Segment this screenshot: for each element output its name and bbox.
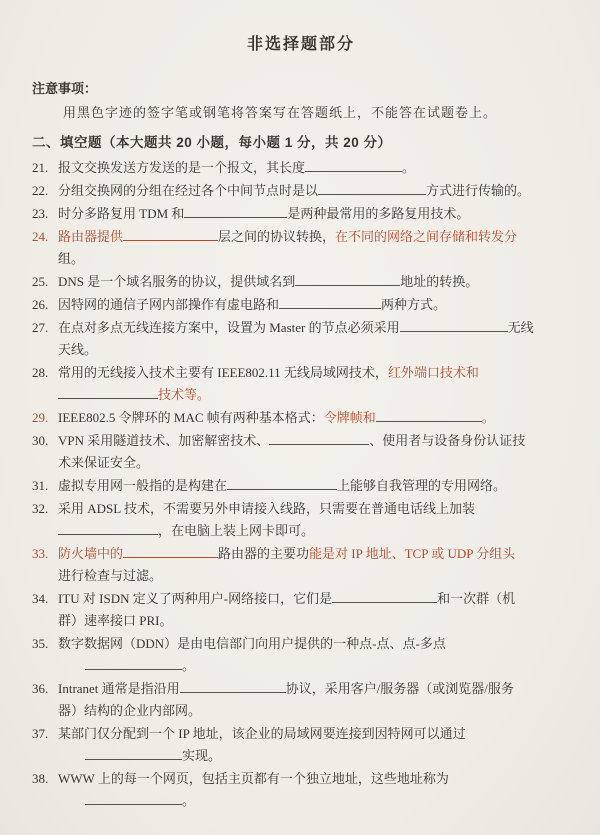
- question-text: Intranet 通常是指沿用: [58, 681, 180, 696]
- question-row: [32, 678, 570, 722]
- question-number: 36.: [32, 681, 49, 696]
- question-content: [58, 430, 570, 474]
- question-text: 上能够自我管理的专用网络。: [337, 478, 507, 493]
- question-content: [58, 226, 570, 270]
- question-row: [32, 271, 570, 293]
- question-text: 地址的转换。: [400, 274, 479, 289]
- question-number: 30.: [32, 433, 49, 448]
- question-row: [32, 226, 570, 270]
- question-text: 术来保证安全。: [58, 455, 150, 470]
- answer-blank: [305, 157, 402, 172]
- question-number: 23.: [32, 206, 49, 221]
- question-row: [32, 157, 570, 179]
- question-text: 能是对 IP 地址、TCP 或 UDP 分组头: [309, 546, 516, 561]
- question-row: [32, 317, 570, 361]
- question-text: 在点对多点无线连接方案中，设置为 Master 的节点必须采用: [58, 320, 400, 335]
- question-content: [58, 723, 570, 767]
- question-text: 在不同的网络之间存储和转发分: [335, 229, 518, 244]
- question-row: [32, 723, 570, 767]
- question-text: 。: [182, 658, 196, 673]
- answer-blank: [180, 678, 286, 693]
- question-content: [58, 294, 570, 316]
- question-row: [32, 588, 570, 632]
- line-indent-spacer: [58, 804, 85, 805]
- question-content: [58, 157, 570, 179]
- question-text: 路由器的主要功: [218, 546, 310, 561]
- line-indent-spacer: [58, 759, 85, 760]
- question-number: 22.: [32, 183, 49, 198]
- question-text: 进行检查与过滤。: [58, 568, 163, 583]
- question-number: 32.: [32, 501, 49, 516]
- question-number: 26.: [32, 297, 49, 312]
- question-text: 令牌帧和: [323, 410, 376, 425]
- question-number: 34.: [32, 591, 49, 606]
- question-content: [58, 203, 570, 225]
- question-text: IEEE802.5 令牌环的 MAC 帧有两种基本格式：: [58, 410, 324, 425]
- answer-blank: [184, 203, 287, 218]
- question-row: [32, 362, 570, 406]
- answer-blank: [332, 588, 437, 603]
- answer-blank: [279, 294, 381, 309]
- question-number: 28.: [32, 365, 49, 380]
- question-text: 两种方式。: [381, 297, 447, 312]
- question-row: [32, 768, 570, 812]
- question-content: [58, 768, 570, 812]
- question-text: 技术等。: [158, 387, 211, 402]
- answer-blank: [269, 430, 369, 445]
- question-text: DNS 是一个域名服务的协议，提供域名到: [58, 274, 296, 289]
- answer-blank: [123, 226, 218, 241]
- question-text: 采用 ADSL 技术，不需要另外申请接入线路，只需要在普通电话线上加装: [58, 501, 475, 516]
- question-text: 数字数据网（DDN）是由电信部门向用户提供的一种点-点、点-多点: [58, 636, 446, 651]
- answer-blank: [123, 543, 218, 558]
- question-text: 防火墙中的: [58, 546, 124, 561]
- question-row: [32, 180, 570, 202]
- question-text: 虚拟专用网一般指的是构建在: [58, 478, 228, 493]
- question-text: ITU 对 ISDN 定义了两种用户-网络接口，它们是: [58, 591, 333, 606]
- question-text: 报文交换发送方发送的是一个报文，其长度: [58, 160, 306, 175]
- question-content: [58, 678, 570, 722]
- question-text: 时分多路复用 TDM 和: [58, 206, 185, 221]
- question-content: [58, 180, 570, 202]
- question-text: 某部门仅分配到一个 IP 地址，该企业的局域网要连接到因特网可以通过: [58, 726, 466, 741]
- question-number: 31.: [32, 478, 49, 493]
- answer-blank: [58, 520, 158, 535]
- question-text: 和一次群（机: [437, 591, 516, 606]
- question-text: 路由器提供: [58, 229, 124, 244]
- line-indent-spacer: [58, 669, 85, 670]
- question-text: 协议，采用客户/服务器（或浏览器/服务: [285, 681, 514, 696]
- question-content: [58, 475, 570, 497]
- question-row: [32, 475, 570, 497]
- question-text: 群）速率接口 PRI。: [58, 613, 173, 628]
- question-text: 、使用者与设备身份认证技: [369, 433, 526, 448]
- question-number: 25.: [32, 274, 49, 289]
- question-text: 。: [182, 793, 196, 808]
- question-row: [32, 498, 570, 542]
- question-row: [32, 430, 570, 474]
- question-number: 24.: [32, 229, 49, 244]
- question-text: 分组交换网的分组在经过各个中间节点时是以: [58, 183, 319, 198]
- question-content: [58, 543, 570, 587]
- question-row: [32, 407, 570, 429]
- answer-blank: [85, 655, 182, 670]
- answer-blank: [85, 790, 182, 805]
- question-row: [32, 543, 570, 587]
- question-text: 无线: [507, 320, 534, 335]
- question-text: 是两种最常用的多路复用技术。: [287, 206, 470, 221]
- question-list: [32, 157, 570, 812]
- question-text: 方式进行传输的。: [426, 183, 531, 198]
- notice-text: 用黑色字迹的签字笔或钢笔将答案写在答题纸上，不能答在试题卷上。: [63, 105, 498, 120]
- question-text: 实现。: [182, 748, 222, 763]
- question-text: ，在电脑上装上网卡即可。: [158, 523, 315, 538]
- question-number: 37.: [32, 726, 49, 741]
- question-text: 常用的无线接入技术主要有 IEEE802.11 无线局域网技术，: [58, 365, 388, 380]
- question-text: VPN 采用隧道技术、加密解密技术、: [58, 433, 270, 448]
- question-text: 。: [402, 160, 416, 175]
- question-text: 因特网的通信子网内部操作有虚电路和: [58, 297, 280, 312]
- question-content: [58, 588, 570, 632]
- question-number: 27.: [32, 320, 49, 335]
- question-content: [58, 407, 570, 429]
- answer-blank: [227, 475, 337, 490]
- answer-blank: [295, 271, 400, 286]
- question-row: [32, 633, 570, 677]
- question-text: 层之间的协议转换，: [218, 229, 336, 244]
- question-content: [58, 498, 570, 542]
- question-content: [58, 362, 570, 406]
- answer-blank: [376, 407, 482, 422]
- question-text: 器）结构的企业内部网。: [58, 703, 202, 718]
- answer-blank: [318, 180, 426, 195]
- question-number: 38.: [32, 771, 49, 786]
- question-content: [58, 271, 570, 293]
- question-number: 29.: [32, 410, 49, 425]
- question-text: WWW 上的每一个网页，包括主页都有一个独立地址，这些地址称为: [58, 771, 449, 786]
- notice-label: 注意事项：: [32, 81, 98, 96]
- question-text: 组。: [58, 251, 85, 266]
- question-number: 21.: [32, 160, 49, 175]
- question-number: 35.: [32, 636, 49, 651]
- question-row: [32, 203, 570, 225]
- answer-blank: [85, 745, 182, 760]
- answer-blank: [400, 317, 508, 332]
- question-text: 红外端口技术和: [387, 365, 479, 380]
- question-number: 33.: [32, 546, 49, 561]
- question-content: [58, 633, 570, 677]
- question-text: 天线。: [58, 342, 98, 357]
- section-heading: 二、填空题（本大题共 20 小题，每小题 1 分，共 20 分）: [32, 135, 392, 150]
- question-text: 。: [481, 410, 495, 425]
- question-content: [58, 317, 570, 361]
- answer-blank: [58, 384, 158, 399]
- question-row: [32, 294, 570, 316]
- page-title: 非选择题部分: [246, 36, 355, 53]
